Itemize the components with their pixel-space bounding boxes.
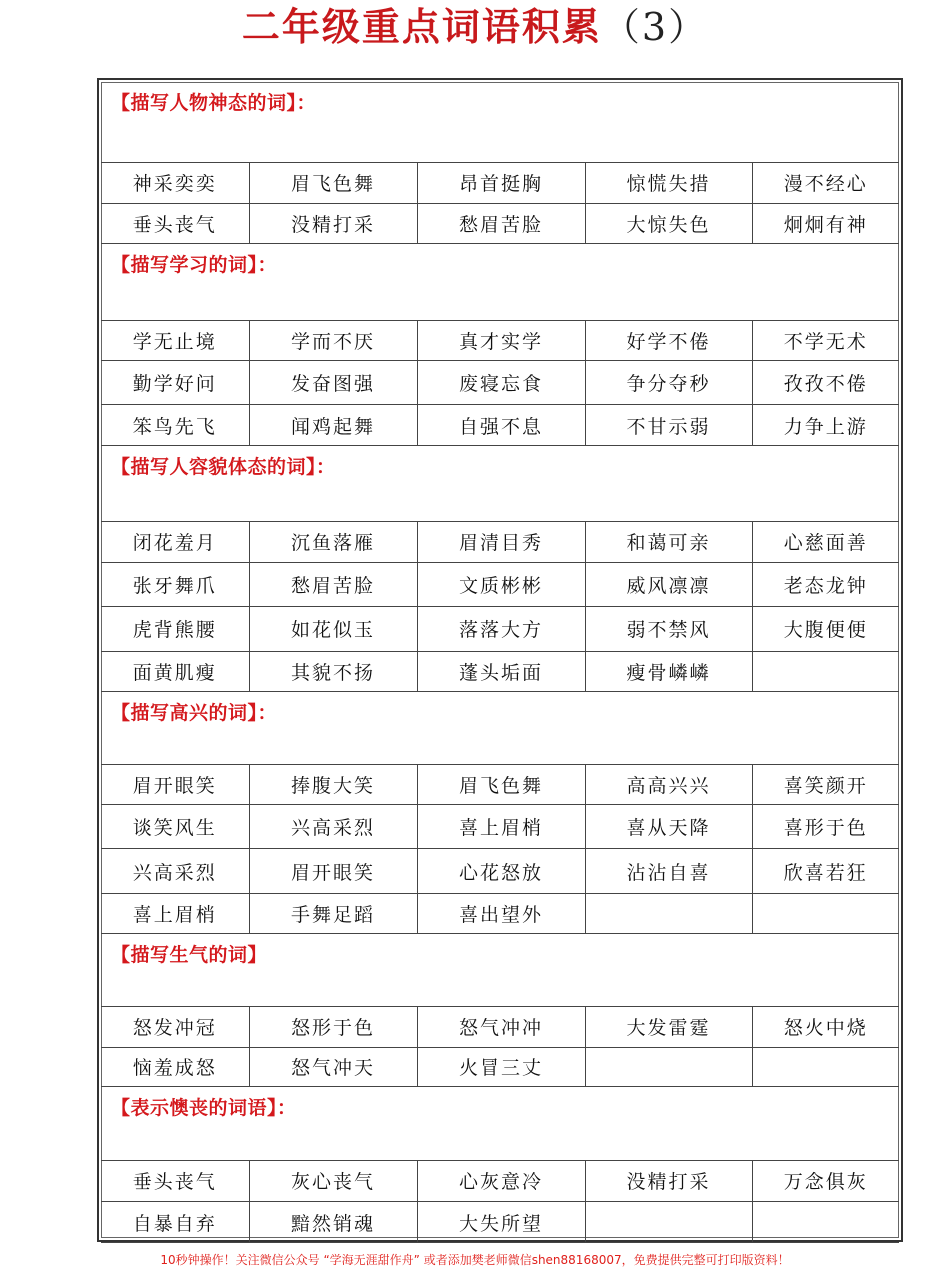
word-cell: 怒形于色	[249, 1007, 417, 1047]
word-cell: 炯炯有神	[752, 203, 899, 243]
word-cell	[752, 894, 899, 934]
word-table-5	[101, 1007, 899, 1087]
word-table-6	[101, 1161, 899, 1244]
word-cell: 垂头丧气	[101, 203, 249, 243]
word-cell: 眉飞色舞	[417, 765, 585, 805]
word-sheet-inner	[101, 82, 899, 1238]
word-cell: 文质彬彬	[417, 562, 585, 606]
word-cell: 争分夺秒	[585, 361, 752, 405]
word-cell: 喜形于色	[752, 805, 899, 849]
word-cell: 喜上眉梢	[417, 805, 585, 849]
word-cell: 欣喜若狂	[752, 849, 899, 894]
word-table-3	[101, 522, 899, 692]
word-sheet	[97, 78, 903, 1242]
word-cell: 自强不息	[417, 405, 585, 446]
table-row	[101, 651, 899, 691]
word-cell	[585, 1047, 752, 1086]
word-cell: 怒火中烧	[752, 1007, 899, 1047]
word-cell: 大发雷霆	[585, 1007, 752, 1047]
word-cell: 愁眉苦脸	[417, 203, 585, 243]
word-cell: 大惊失色	[585, 203, 752, 243]
table-row	[101, 1202, 899, 1243]
word-cell: 沾沾自喜	[585, 849, 752, 894]
word-cell	[585, 894, 752, 934]
word-cell: 怒气冲冲	[417, 1007, 585, 1047]
word-cell: 昂首挺胸	[417, 163, 585, 203]
word-cell: 漫不经心	[752, 163, 899, 203]
word-cell: 喜笑颜开	[752, 765, 899, 805]
word-table-4	[101, 765, 899, 935]
section-heading-text: 【描写生气的词】	[111, 944, 268, 966]
table-row	[101, 562, 899, 606]
table-row	[101, 894, 899, 934]
word-cell: 闭花羞月	[101, 522, 249, 562]
word-cell: 闻鸡起舞	[249, 405, 417, 446]
word-cell: 笨鸟先飞	[101, 405, 249, 446]
word-cell: 好学不倦	[585, 321, 752, 361]
word-cell: 虎背熊腰	[101, 606, 249, 651]
word-cell: 学无止境	[101, 321, 249, 361]
word-cell: 黯然销魂	[249, 1202, 417, 1243]
section-heading-text: 【描写学习的词】：	[111, 253, 278, 276]
word-cell: 心花怒放	[417, 849, 585, 894]
word-cell: 没精打采	[585, 1161, 752, 1202]
word-cell: 力争上游	[752, 405, 899, 446]
word-cell: 恼羞成怒	[101, 1047, 249, 1086]
table-row	[101, 765, 899, 805]
word-cell	[752, 1202, 899, 1243]
section-heading-1	[101, 82, 899, 163]
page-title-number: （3）	[601, 5, 709, 49]
word-cell: 老态龙钟	[752, 562, 899, 606]
word-cell: 垂头丧气	[101, 1161, 249, 1202]
word-cell	[585, 1202, 752, 1243]
word-table-1	[101, 163, 899, 244]
table-row	[101, 405, 899, 446]
word-cell: 自暴自弃	[101, 1202, 249, 1243]
word-cell: 手舞足蹈	[249, 894, 417, 934]
word-cell: 发奋图强	[249, 361, 417, 405]
word-cell: 喜上眉梢	[101, 894, 249, 934]
table-row	[101, 1047, 899, 1086]
word-cell: 惊慌失措	[585, 163, 752, 203]
table-row	[101, 321, 899, 361]
word-cell: 废寝忘食	[417, 361, 585, 405]
table-row	[101, 163, 899, 203]
section-heading-text: 【描写人物神态的词】：	[111, 92, 317, 114]
word-cell: 灰心丧气	[249, 1161, 417, 1202]
section-heading-4	[101, 692, 899, 765]
table-row	[101, 606, 899, 651]
word-cell: 孜孜不倦	[752, 361, 899, 405]
word-cell: 没精打采	[249, 203, 417, 243]
word-cell: 愁眉苦脸	[249, 562, 417, 606]
word-cell: 面黄肌瘦	[101, 651, 249, 691]
section-heading-text: 【表示懊丧的词语】：	[111, 1096, 297, 1119]
word-cell: 大腹便便	[752, 606, 899, 651]
word-cell: 如花似玉	[249, 606, 417, 651]
footer-note: 10秒钟操作！关注微信公众号 “学海无涯甜作舟” 或者添加樊老师微信shen88168007，免费提供完整可打印版资料！	[160, 1253, 790, 1267]
word-cell: 沉鱼落雁	[249, 522, 417, 562]
page-title	[0, 4, 950, 50]
word-cell	[752, 1047, 899, 1086]
word-cell: 谈笑风生	[101, 805, 249, 849]
word-cell: 勤学好问	[101, 361, 249, 405]
word-cell: 学而不厌	[249, 321, 417, 361]
word-cell: 怒气冲天	[249, 1047, 417, 1086]
table-row	[101, 361, 899, 405]
section-heading-text: 【描写高兴的词】：	[111, 701, 278, 724]
table-row	[101, 1007, 899, 1047]
table-row	[101, 203, 899, 243]
word-cell: 捧腹大笑	[249, 765, 417, 805]
word-cell: 眉开眼笑	[101, 765, 249, 805]
word-cell: 其貌不扬	[249, 651, 417, 691]
word-cell: 喜从天降	[585, 805, 752, 849]
section-heading-2	[101, 244, 899, 321]
section-heading-6	[101, 1087, 899, 1161]
word-cell: 高高兴兴	[585, 765, 752, 805]
table-row	[101, 522, 899, 562]
word-cell: 火冒三丈	[417, 1047, 585, 1086]
table-row	[101, 849, 899, 894]
word-cell: 眉开眼笑	[249, 849, 417, 894]
word-cell: 兴高采烈	[101, 849, 249, 894]
word-cell: 大失所望	[417, 1202, 585, 1243]
word-cell: 真才实学	[417, 321, 585, 361]
table-row	[101, 805, 899, 849]
word-table-2	[101, 321, 899, 447]
word-cell: 不学无术	[752, 321, 899, 361]
word-cell: 神采奕奕	[101, 163, 249, 203]
word-cell: 心灰意冷	[417, 1161, 585, 1202]
section-heading-text: 【描写人容貌体态的词】：	[111, 456, 336, 478]
word-cell: 蓬头垢面	[417, 651, 585, 691]
table-row	[101, 1161, 899, 1202]
word-cell: 兴高采烈	[249, 805, 417, 849]
word-cell: 和蔼可亲	[585, 522, 752, 562]
section-heading-3	[101, 446, 899, 522]
word-cell: 张牙舞爪	[101, 562, 249, 606]
word-cell: 万念俱灰	[752, 1161, 899, 1202]
word-cell: 威风凛凛	[585, 562, 752, 606]
word-cell: 喜出望外	[417, 894, 585, 934]
word-cell: 弱不禁风	[585, 606, 752, 651]
page-title-text: 二年级重点词语积累	[241, 4, 602, 49]
word-cell: 不甘示弱	[585, 405, 752, 446]
section-heading-5	[101, 934, 899, 1007]
word-cell: 心慈面善	[752, 522, 899, 562]
word-cell: 落落大方	[417, 606, 585, 651]
word-cell: 眉飞色舞	[249, 163, 417, 203]
word-cell: 怒发冲冠	[101, 1007, 249, 1047]
word-cell: 瘦骨嶙嶙	[585, 651, 752, 691]
word-cell	[752, 651, 899, 691]
word-cell: 眉清目秀	[417, 522, 585, 562]
